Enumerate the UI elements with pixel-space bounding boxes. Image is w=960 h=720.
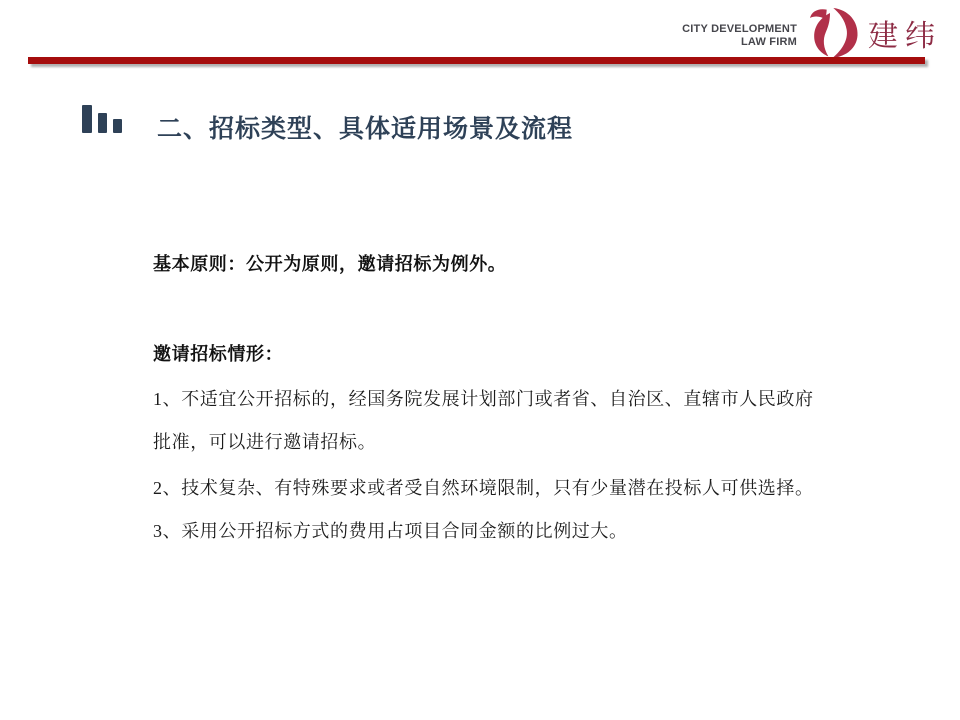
list-item-3: 3、采用公开招标方式的费用占项目合同金额的比例过大。 [153,521,628,541]
page-title: 二、招标类型、具体适用场景及流程 [157,115,574,143]
firm-name-line1: CITY DEVELOPMENT [682,23,797,35]
invited-bidding-heading: 邀请招标情形： [153,344,284,364]
jianwei-swirl-logo-icon [806,8,864,58]
principle-statement: 基本原则：公开为原则，邀请招标为例外。 [153,254,507,274]
firm-name-en [682,23,797,49]
bar-icon-medium [98,113,107,133]
bar-icon-small [113,119,122,133]
firm-name-cn: 建纬 [868,19,942,54]
firm-name-line2: LAW FIRM [741,36,797,48]
title-bars-icon [82,105,122,133]
bar-icon-large [82,105,92,133]
list-item-1-line-1: 1、不适宜公开招标的，经国务院发展计划部门或者省、自治区、直辖市人民政府 [153,389,814,409]
list-item-2: 2、技术复杂、有特殊要求或者受自然环境限制，只有少量潜在投标人可供选择。 [153,478,814,498]
list-item-1-line-2: 批准，可以进行邀请招标。 [153,432,377,452]
header-divider-rule [28,57,925,64]
